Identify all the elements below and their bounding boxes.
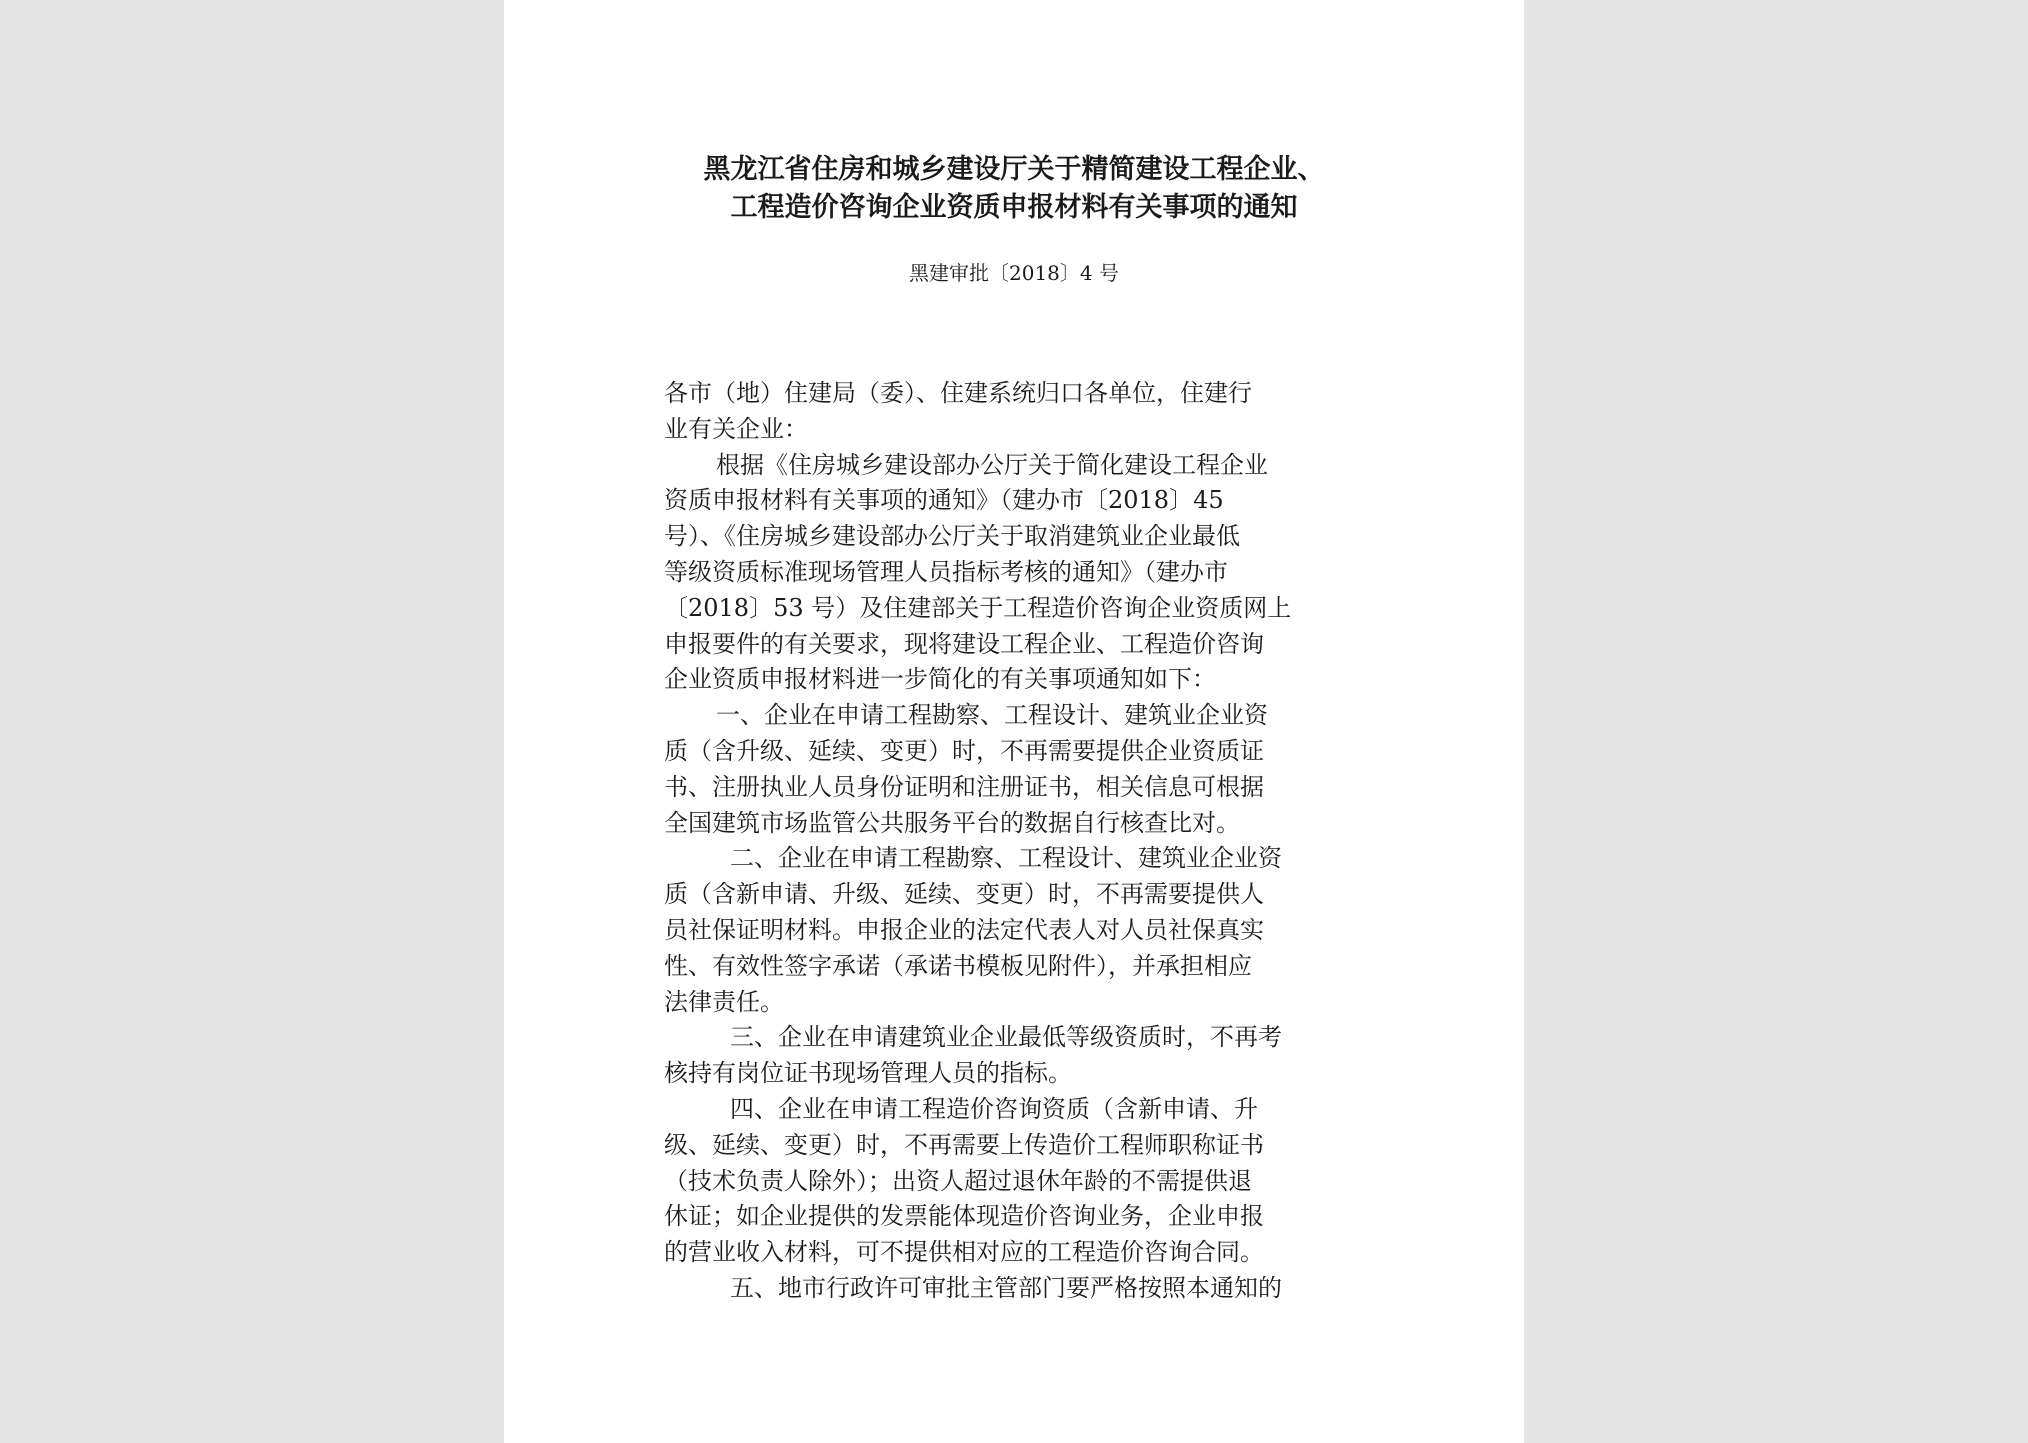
body-line: 等级资质标准现场管理人员指标考核的通知》（建办市: [664, 557, 1228, 586]
body-line: 根据《住房城乡建设部办公厅关于简化建设工程企业: [716, 450, 1268, 479]
document-page: [504, 0, 1524, 1443]
document-title-line-2: 工程造价咨询企业资质申报材料有关事项的通知: [730, 192, 1298, 223]
body-line: 性、有效性签字承诺（承诺书模板见附件），并承担相应: [664, 951, 1252, 980]
body-line: 申报要件的有关要求，现将建设工程企业、工程造价咨询: [664, 629, 1264, 658]
body-line: 〔2018〕53 号）及住建部关于工程造价咨询企业资质网上: [664, 593, 1292, 622]
document-title-line-1: 黑龙江省住房和城乡建设厅关于精简建设工程企业、: [703, 154, 1325, 185]
body-line: 全国建筑市场监管公共服务平台的数据自行核查比对。: [664, 808, 1240, 837]
body-line: 的营业收入材料，可不提供相对应的工程造价咨询合同。: [664, 1238, 1264, 1267]
body-line: 质（含新申请、升级、延续、变更）时，不再需要提供人: [664, 880, 1264, 909]
body-line: 级、延续、变更）时，不再需要上传造价工程师职称证书: [664, 1130, 1264, 1159]
document-body: [664, 376, 1364, 1307]
body-line: 各市（地）住建局（委）、住建系统归口各单位，住建行: [664, 379, 1252, 407]
body-line: 号）、《住房城乡建设部办公厅关于取消建筑业企业最低: [664, 522, 1240, 551]
body-line: 五、地市行政许可审批主管部门要严格按照本通知的: [730, 1273, 1282, 1302]
body-line: 四、企业在申请工程造价咨询资质（含新申请、升: [730, 1094, 1258, 1123]
body-line: 企业资质申报材料进一步简化的有关事项通知如下：: [664, 665, 1216, 694]
document-number: 黑建审批〔2018〕4 号: [909, 261, 1119, 285]
body-line: （技术负责人除外）；出资人超过退休年龄的不需提供退: [664, 1166, 1252, 1195]
body-line: 书、注册执业人员身份证明和注册证书，相关信息可根据: [664, 772, 1264, 801]
body-line: 一、企业在申请工程勘察、工程设计、建筑业企业资: [716, 701, 1268, 730]
body-line: 法律责任。: [664, 987, 784, 1016]
body-line: 二、企业在申请工程勘察、工程设计、建筑业企业资: [730, 844, 1282, 873]
body-line: 休证；如企业提供的发票能体现造价咨询业务，企业申报: [664, 1202, 1264, 1231]
body-line: 资质申报材料有关事项的通知》（建办市〔2018〕45: [664, 486, 1224, 515]
body-line: 质（含升级、延续、变更）时，不再需要提供企业资质证: [664, 736, 1264, 765]
body-line: 三、企业在申请建筑业企业最低等级资质时，不再考: [730, 1023, 1282, 1052]
body-line: 员社保证明材料。申报企业的法定代表人对人员社保真实: [664, 915, 1264, 944]
body-line: 业有关企业：: [664, 414, 808, 443]
body-line: 核持有岗位证书现场管理人员的指标。: [664, 1059, 1072, 1088]
